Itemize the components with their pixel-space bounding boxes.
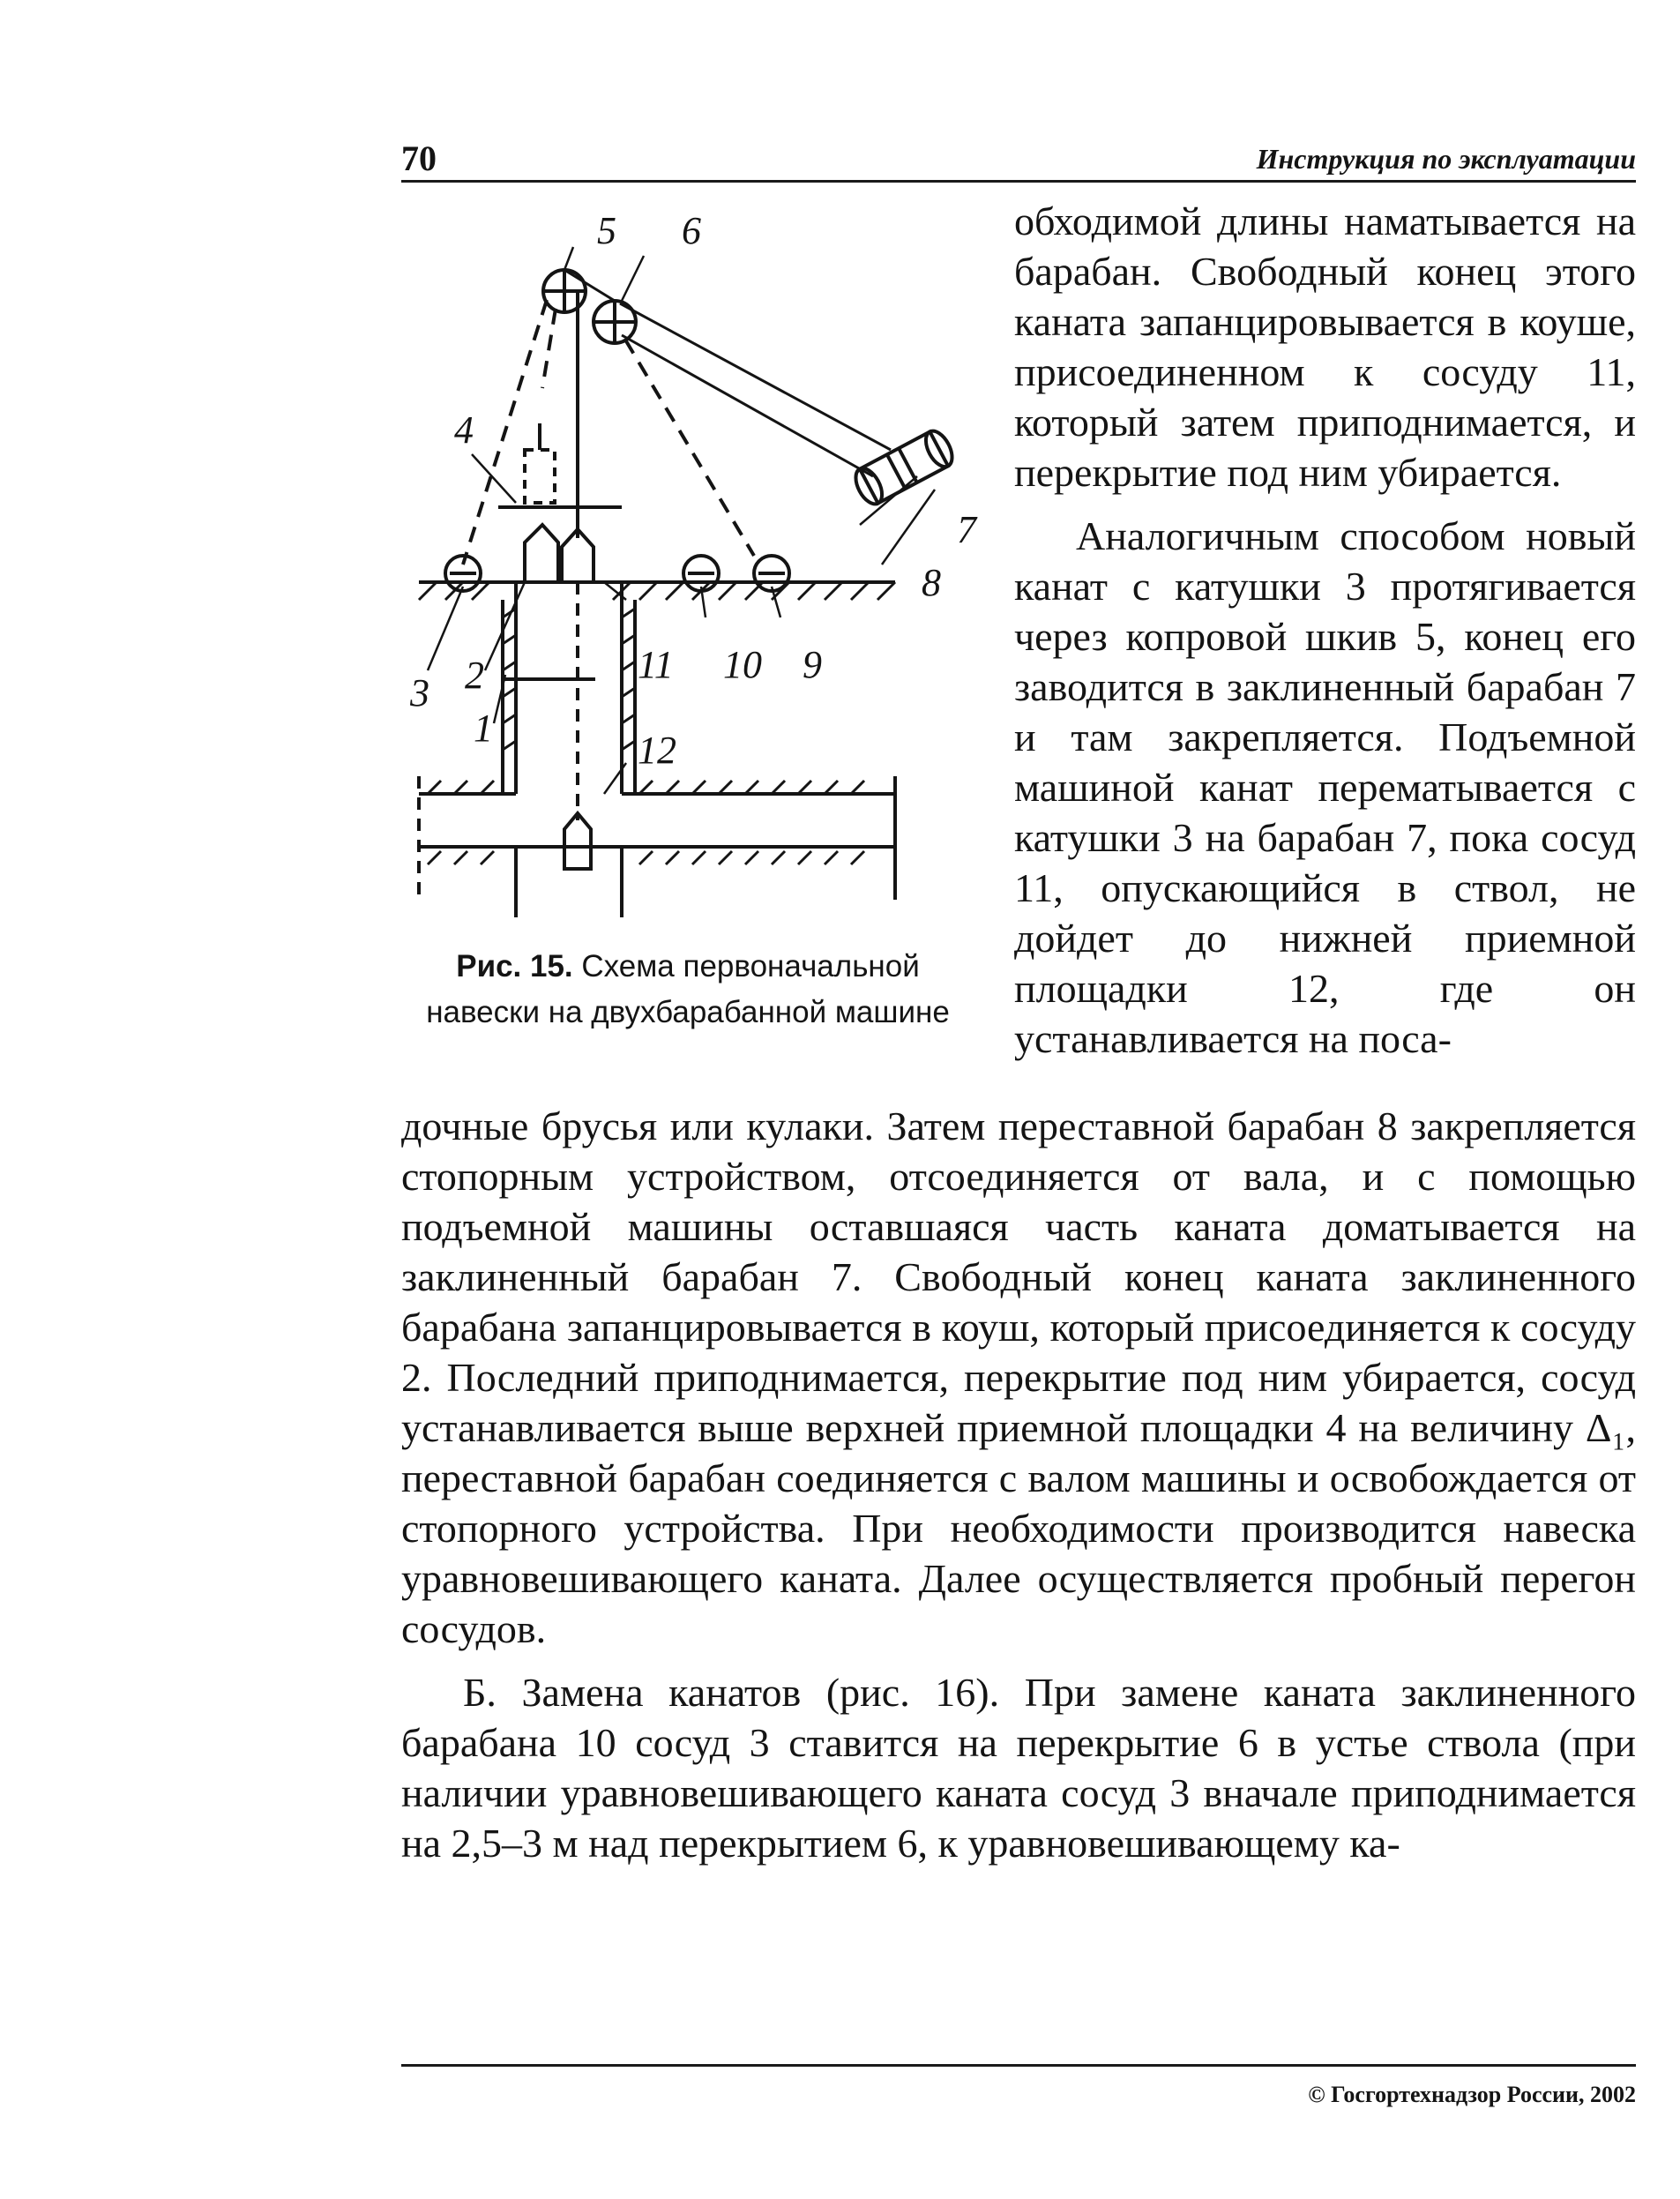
right-column-text [1014, 196, 1636, 1064]
copyright-footer: © Госгортехнадзор России, 2002 [1308, 2082, 1636, 2107]
label-8: 8 [922, 561, 941, 604]
label-1: 1 [474, 707, 493, 750]
running-title: Инструкция по эксплуатации [1256, 143, 1636, 175]
label-5: 5 [597, 212, 616, 252]
footer-rule [401, 2064, 1636, 2067]
page-number: 70 [401, 138, 437, 178]
label-12: 12 [638, 729, 676, 772]
body-text [401, 1101, 1636, 1868]
paragraph: дочные брусья или кулаки. Затем переставной барабан 8 закрепляется стопорным устройством, отсоединяется от вала, и с помощью подъемной машины оставшаяся часть каната доматывается на заклиненный барабан 7. Свободный конец каната заклиненного барабана запанцировывается в коуш, который присоединяется к сосуду 2. Последний приподнимается, перекрытие под ним убирается, сосуд устанавливается выше верхней приемной площадки 4 на величину Δ₁, переставной барабан соединяется с валом машины и освобождается от стопорного устройства. При необходимости производится навеска уравновешивающего каната. Далее осуществляется пробный перегон сосудов. [401, 1103, 1636, 1651]
paragraph: Б. Замена канатов (рис. 16). При замене каната заклиненного барабана 10 сосуд 3 ставится на перекрытие 6 в устье ствола (при наличии уравновешивающего каната сосуд 3 вначале приподнимается на 2,5–3 м над перекрытием 6, к уравновешивающему ка- [401, 1670, 1636, 1866]
figure-caption [401, 944, 974, 1036]
paragraph: обходимой длины наматывается на барабан. Свободный конец этого каната запанцировывается в коуше, присоединенном к сосуду 11, который затем приподнимается, и перекрытие под ним убирается. [1014, 198, 1636, 495]
label-7: 7 [957, 508, 976, 551]
label-10: 10 [723, 643, 762, 686]
label-11: 11 [638, 643, 674, 686]
drums-7-8 [850, 427, 957, 508]
hoist-scheme-diagram [401, 212, 1027, 935]
label-3: 3 [410, 671, 429, 714]
label-4: 4 [454, 408, 474, 452]
caption-text: Схема первоначальной навески на двухбарабанной машине [426, 949, 950, 1029]
label-6: 6 [682, 212, 701, 252]
label-9: 9 [803, 643, 822, 686]
header-rule [401, 180, 1636, 183]
page-header [401, 132, 1636, 182]
caption-label: Рис. 15. [456, 949, 573, 984]
paragraph: Аналогичным способом новый канат с катушки 3 протягивается через копровой шкив 5, конец его заводится в заклиненный барабан 7 и там закрепляется. Подъемной машиной канат перематывается с катушки 3 на барабан 7, пока сосуд 11, опускающийся в ствол, не дойдет до нижней приемной площадки 12, где он устанавливается на поса- [1014, 513, 1636, 1061]
figure-15 [401, 212, 1027, 1094]
label-2: 2 [465, 654, 484, 697]
